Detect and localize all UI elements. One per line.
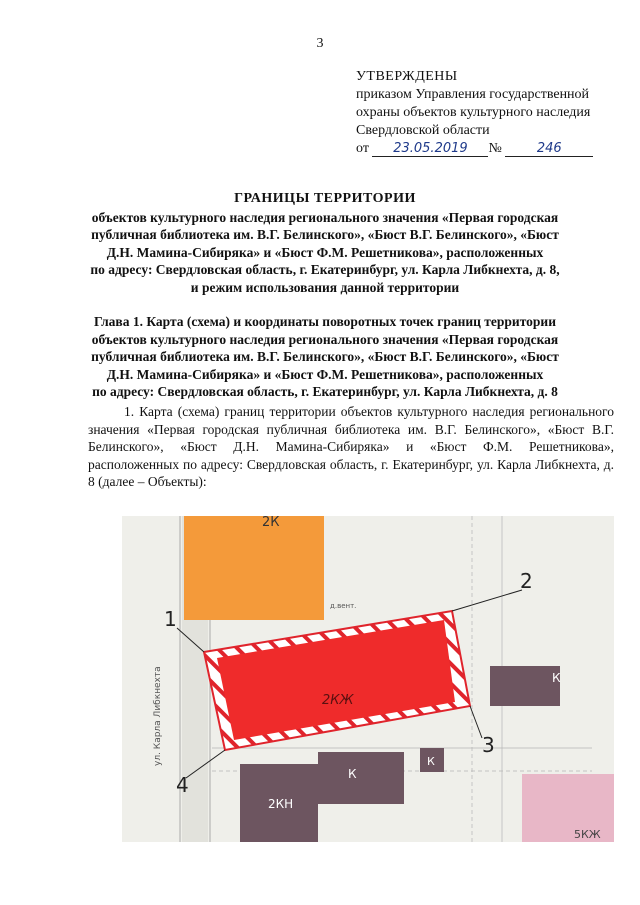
street-label: ул. Карла Либкнехта <box>153 666 163 766</box>
dark-building-mid <box>318 752 404 804</box>
orange-building <box>184 516 324 620</box>
chapter-line: по адресу: Свердловская область, г. Екатеринбург, ул. Карла Либкнехта, д. 8 <box>92 384 558 399</box>
approval-heading: УТВЕРЖДЕНЫ <box>356 69 458 84</box>
map-canvas <box>122 516 614 842</box>
point-label-3: 3 <box>482 733 495 757</box>
title-line: Д.Н. Мамина-Сибиряка» и «Бюст Ф.М. Решетникова», расположенных <box>106 244 544 260</box>
number-prefix: № <box>488 141 502 156</box>
point-label-1: 1 <box>164 607 177 631</box>
document-title <box>60 190 590 296</box>
building-label-right: К <box>552 671 561 685</box>
date-prefix: от <box>356 141 369 156</box>
approval-block <box>356 68 626 158</box>
building-label-bottom-mid: К <box>348 767 357 781</box>
title-line: и режим использования данной территории <box>190 279 460 295</box>
chapter-heading <box>60 313 590 401</box>
dark-building-right <box>490 666 560 706</box>
approval-line: охраны объектов культурного наследия <box>356 105 591 120</box>
approval-date-line <box>356 140 626 158</box>
chapter-line: объектов культурного наследия регионального значения «Первая городская <box>91 331 559 347</box>
map-annotation: д.вент. <box>330 602 357 610</box>
chapter-line: Глава 1. Карта (схема) и координаты поворотных точек границ территории <box>94 314 556 329</box>
body-paragraph: 1. Карта (схема) границ территории объектов культурного наследия регионального значения «Первая городская публичная библиотека им. В.Г. Белинского», «Бюст В.Г. Белинского», «Бюст Д.Н. Мамина-Сибиряка» и «Бюст Ф.М. Решетникова», расположенных по адресу: Свердловская область, г. Екатеринбург, ул. Карла Либкнехта, д. 8 (далее – Объекты): <box>88 404 614 489</box>
title-line: по адресу: Свердловская область, г. Екатеринбург, ул. Карла Либкнехта, д. 8, <box>90 262 560 277</box>
handwritten-number: 246 <box>505 141 593 157</box>
point-label-2: 2 <box>520 569 533 593</box>
title-main: ГРАНИЦЫ ТЕРРИТОРИИ <box>234 191 416 206</box>
title-line: публичная библиотека им. В.Г. Белинского», «Бюст В.Г. Белинского», «Бюст <box>91 227 559 242</box>
point-label-4: 4 <box>176 773 189 797</box>
approval-line: Свердловской области <box>356 123 490 138</box>
title-line: объектов культурного наследия регионального значения «Первая городская <box>91 209 559 225</box>
chapter-line: публичная библиотека им. В.Г. Белинского», «Бюст В.Г. Белинского», «Бюст <box>91 349 559 364</box>
building-label-main: 2КЖ <box>322 693 354 708</box>
building-label-small: К <box>427 755 435 768</box>
chapter-line: Д.Н. Мамина-Сибиряка» и «Бюст Ф.М. Решетникова», расположенных <box>106 366 544 382</box>
building-label-top: 2К <box>262 516 280 530</box>
territory-map <box>122 516 614 842</box>
approval-line: приказом Управления государственной <box>356 87 590 102</box>
building-label-bottom-left: 2КН <box>268 797 294 811</box>
building-label-pink: 5КЖ <box>574 828 601 841</box>
page-number: 3 <box>316 36 324 51</box>
handwritten-date: 23.05.2019 <box>372 141 488 157</box>
